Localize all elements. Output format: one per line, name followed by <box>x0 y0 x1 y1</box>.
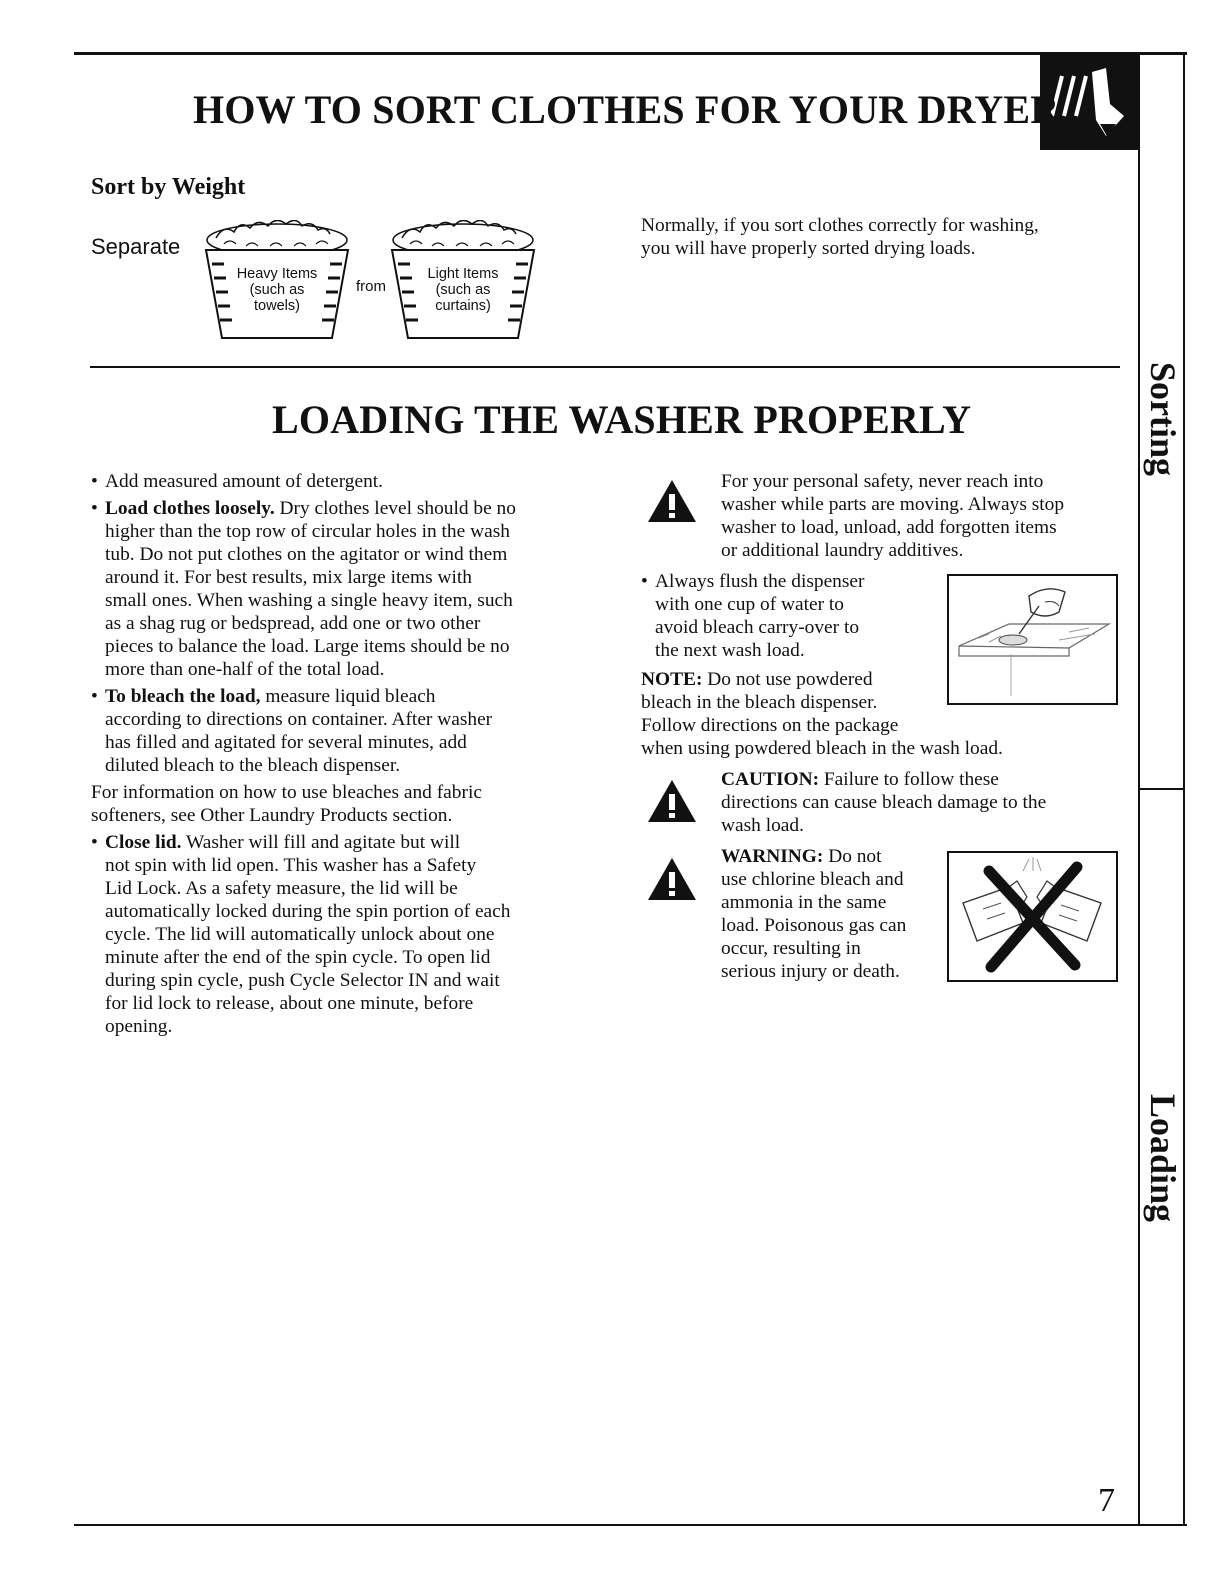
info-paragraph <box>91 781 591 827</box>
close-lid-line1: Washer will fill and agitate but will <box>181 832 461 853</box>
page-number: 7 <box>1098 1482 1115 1519</box>
close-lid-line8: for lid lock to release, about one minute, before <box>105 993 474 1014</box>
sorting-note-line1: Normally, if you sort clothes correctly for washing, <box>641 215 1039 236</box>
tab-sorting[interactable]: Sorting <box>1143 362 1183 477</box>
safety-line4: or additional laundry additives. <box>721 540 964 561</box>
load-loosely-line1: Dry clothes level should be no <box>274 498 516 519</box>
warning-line2: use chlorine bleach and <box>721 869 904 890</box>
warning-triangle-icon <box>646 778 698 824</box>
note-line2: bleach in the bleach dispenser. <box>641 692 878 713</box>
warning-line3: ammonia in the same <box>721 892 887 913</box>
warning-line1: Do not <box>823 846 882 867</box>
tab-loading[interactable]: Loading <box>1143 1094 1183 1223</box>
top-rule <box>74 52 1187 55</box>
load-loosely-line3: tub. Do not put clothes on the agitator or wind them <box>105 544 508 565</box>
separate-label: Separate <box>91 234 181 259</box>
flush-line3: avoid bleach carry-over to <box>655 617 860 638</box>
heavy-basket-line2: (such as <box>249 282 305 298</box>
warning-line4: load. Poisonous gas can <box>721 915 907 936</box>
load-loosely-line4: around it. For best results, mix large items with <box>105 567 472 588</box>
close-lid-line5: cycle. The lid will automatically unlock about one <box>105 924 495 945</box>
sorting-note <box>641 214 1121 260</box>
no-mixing-bottles-illustration <box>947 851 1118 982</box>
warning-line5: occur, resulting in <box>721 938 861 959</box>
bleach-load-line2: according to directions on container. After washer <box>105 709 493 730</box>
safety-line1: For your personal safety, never reach into <box>721 471 1044 492</box>
caution-lead: CAUTION: <box>721 769 820 790</box>
loading-left-column <box>91 470 591 1042</box>
caution-line3: wash load. <box>721 815 804 836</box>
heavy-basket-line3: towels) <box>254 298 300 314</box>
bottom-rule <box>74 1524 1187 1526</box>
bleach-load-line1: measure liquid bleach <box>260 686 436 707</box>
list-item <box>91 685 591 777</box>
load-loosely-lead: Load clothes loosely. <box>105 498 275 519</box>
close-lid-lead: Close lid. <box>105 832 182 853</box>
close-lid-line4: automatically locked during the spin portion of each <box>105 901 511 922</box>
flush-line1: Always flush the dispenser <box>655 571 865 592</box>
list-item <box>91 497 591 681</box>
from-label: from <box>356 278 386 295</box>
sorting-note-line2: you will have properly sorted drying loads. <box>641 238 976 259</box>
light-basket-line2: (such as <box>435 282 491 298</box>
list-item <box>91 831 591 1038</box>
light-basket-line3: curtains) <box>435 298 491 314</box>
load-loosely-line7: pieces to balance the load. Large items should be no <box>105 636 510 657</box>
note-lead: NOTE: <box>641 669 703 690</box>
light-items-basket <box>382 220 544 344</box>
bleach-load-line3: has filled and agitated for several minutes, add <box>105 732 467 753</box>
tab-divider <box>1138 788 1185 790</box>
heavy-items-basket <box>196 220 358 344</box>
note-line4: when using powdered bleach in the wash load. <box>641 738 1003 759</box>
warning-triangle-icon <box>646 478 698 524</box>
list-item <box>91 470 591 493</box>
note-line3: Follow directions on the package <box>641 715 899 736</box>
safety-paragraph <box>721 470 1121 562</box>
warning-triangle-icon <box>646 856 698 902</box>
note-paragraph <box>641 668 1101 760</box>
caution-line1: Failure to follow these <box>819 769 999 790</box>
load-loosely-line5: small ones. When washing a single heavy item, such <box>105 590 513 611</box>
sorting-title: HOW TO SORT CLOTHES FOR YOUR DRYER <box>193 87 1060 132</box>
load-loosely-line6: as a shag rug or bedspread, add one or two other <box>105 613 481 634</box>
close-lid-line3: Lid Lock. As a safety measure, the lid will be <box>105 878 458 899</box>
loading-title: LOADING THE WASHER PROPERLY <box>272 397 972 442</box>
info-line1: For information on how to use bleaches and fabric <box>91 782 482 803</box>
safety-line2: washer while parts are moving. Always stop <box>721 494 1065 515</box>
safety-line3: washer to load, unload, add forgotten items <box>721 517 1057 538</box>
close-lid-line7: during spin cycle, push Cycle Selector IN and wait <box>105 970 500 991</box>
caution-paragraph <box>721 768 1121 837</box>
bleach-load-line4: diluted bleach to the bleach dispenser. <box>105 755 401 776</box>
load-loosely-line8: more than one-half of the total load. <box>105 659 385 680</box>
list-item <box>641 570 941 662</box>
note-line1: Do not use powdered <box>702 669 873 690</box>
close-lid-line9: opening. <box>105 1016 173 1037</box>
close-lid-line2: not spin with lid open. This washer has a Safety <box>105 855 477 876</box>
sort-by-weight-heading: Sort by Weight <box>91 174 246 200</box>
warning-paragraph <box>721 845 951 983</box>
load-loosely-line2: higher than the top row of circular holes in the wash <box>105 521 510 542</box>
light-basket-line1: Light Items <box>427 266 499 282</box>
heavy-basket-line1: Heavy Items <box>236 266 318 282</box>
warning-line6: serious injury or death. <box>721 961 900 982</box>
caution-line2: directions can cause bleach damage to the <box>721 792 1047 813</box>
flush-line2: with one cup of water to <box>655 594 845 615</box>
close-lid-line6: minute after the end of the spin cycle. To open lid <box>105 947 491 968</box>
info-line2: softeners, see Other Laundry Products section. <box>91 805 453 826</box>
flush-dispenser-item <box>641 570 941 666</box>
bleach-load-lead: To bleach the load, <box>105 686 261 707</box>
detergent-text: Add measured amount of detergent. <box>105 471 384 492</box>
warning-lead: WARNING: <box>721 846 824 867</box>
flush-line4: the next wash load. <box>655 640 805 661</box>
section-divider <box>90 366 1120 368</box>
